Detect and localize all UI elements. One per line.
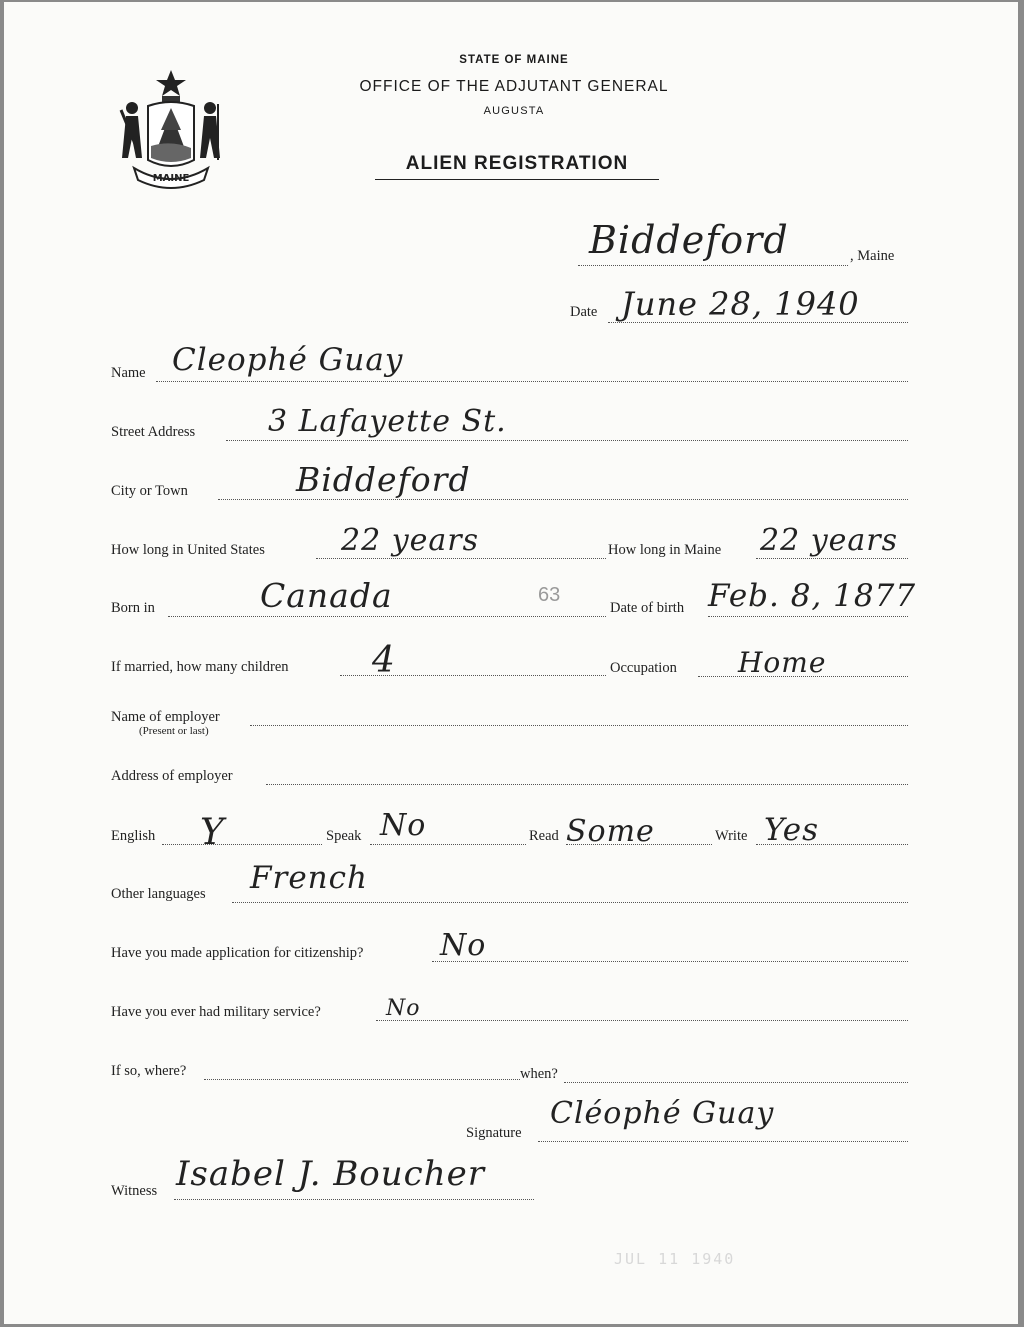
write-label: Write xyxy=(715,828,748,844)
state-heading: STATE OF MAINE xyxy=(459,54,569,66)
occupation-label: Occupation xyxy=(610,660,677,676)
city-line xyxy=(218,499,908,500)
where-line xyxy=(204,1079,520,1080)
city-value: Biddeford xyxy=(296,460,471,499)
employer-name-line xyxy=(250,725,908,726)
how-long-maine-line xyxy=(756,558,908,559)
witness-label: Witness xyxy=(111,1183,158,1199)
military-value: No xyxy=(386,996,421,1021)
citizenship-label: Have you made application for citizenship? xyxy=(111,945,364,961)
read-label: Read xyxy=(529,828,559,844)
street-label: Street Address xyxy=(111,424,196,440)
when-label: when? xyxy=(520,1066,558,1082)
how-long-us-value: 22 years xyxy=(341,523,480,558)
write-value: Yes xyxy=(764,812,820,848)
employer-address-label: Address of employer xyxy=(111,768,233,784)
city-label: City or Town xyxy=(111,483,188,499)
speak-line xyxy=(370,844,526,845)
city-heading: AUGUSTA xyxy=(483,105,545,117)
form-title: ALIEN REGISTRATION xyxy=(375,153,659,180)
date-of-birth-label: Date of birth xyxy=(610,600,685,616)
name-line xyxy=(156,381,908,382)
read-value: Some xyxy=(566,814,655,849)
how-long-us-line xyxy=(316,558,606,559)
other-languages-value: French xyxy=(250,860,368,896)
witness-value: Isabel J. Boucher xyxy=(176,1154,485,1194)
received-stamp: JUL 11 1940 xyxy=(614,1250,736,1268)
name-label: Name xyxy=(111,365,146,381)
svg-text:MAINE: MAINE xyxy=(152,173,190,184)
signature-value: Cléophé Guay xyxy=(550,1096,775,1131)
citizenship-line xyxy=(432,961,908,962)
born-in-value: Canada xyxy=(260,576,393,615)
street-value: 3 Lafayette St. xyxy=(268,404,507,439)
military-line xyxy=(376,1020,908,1021)
born-in-label: Born in xyxy=(111,600,155,616)
occupation-value: Home xyxy=(738,646,827,679)
signature-line xyxy=(538,1141,908,1142)
english-label: English xyxy=(111,828,156,844)
english-value: Y xyxy=(200,812,225,853)
speak-value: No xyxy=(380,808,427,843)
date-of-birth-value: Feb. 8, 1877 xyxy=(708,578,917,614)
location-line xyxy=(578,265,848,266)
name-value: Cleophé Guay xyxy=(172,342,404,378)
children-value: 4 xyxy=(372,640,396,681)
how-long-us-label: How long in United States xyxy=(111,542,265,558)
employer-name-label: Name of employer xyxy=(111,709,220,725)
location-value: Biddeford xyxy=(589,218,789,262)
how-long-maine-value: 22 years xyxy=(760,523,899,558)
age-note: 63 xyxy=(538,584,561,606)
employer-name-sublabel: (Present or last) xyxy=(139,725,209,737)
office-heading: OFFICE OF THE ADJUTANT GENERAL xyxy=(359,78,669,95)
location-suffix: , Maine xyxy=(850,248,895,264)
how-long-maine-label: How long in Maine xyxy=(608,542,722,558)
date-value: June 28, 1940 xyxy=(621,285,860,323)
signature-label: Signature xyxy=(466,1125,522,1141)
date-label: Date xyxy=(570,304,598,320)
other-languages-label: Other languages xyxy=(111,886,206,902)
where-label: If so, where? xyxy=(111,1063,187,1079)
other-languages-line xyxy=(232,902,908,903)
military-label: Have you ever had military service? xyxy=(111,1004,321,1020)
children-label: If married, how many children xyxy=(111,659,289,675)
street-line xyxy=(226,440,908,441)
registration-form xyxy=(4,2,1018,1324)
witness-line xyxy=(174,1199,534,1200)
english-line xyxy=(162,844,322,845)
speak-label: Speak xyxy=(326,828,362,844)
date-of-birth-line xyxy=(708,616,908,617)
citizenship-value: No xyxy=(440,928,487,963)
when-line xyxy=(564,1082,908,1083)
born-in-line xyxy=(168,616,606,617)
employer-address-line xyxy=(266,784,908,785)
